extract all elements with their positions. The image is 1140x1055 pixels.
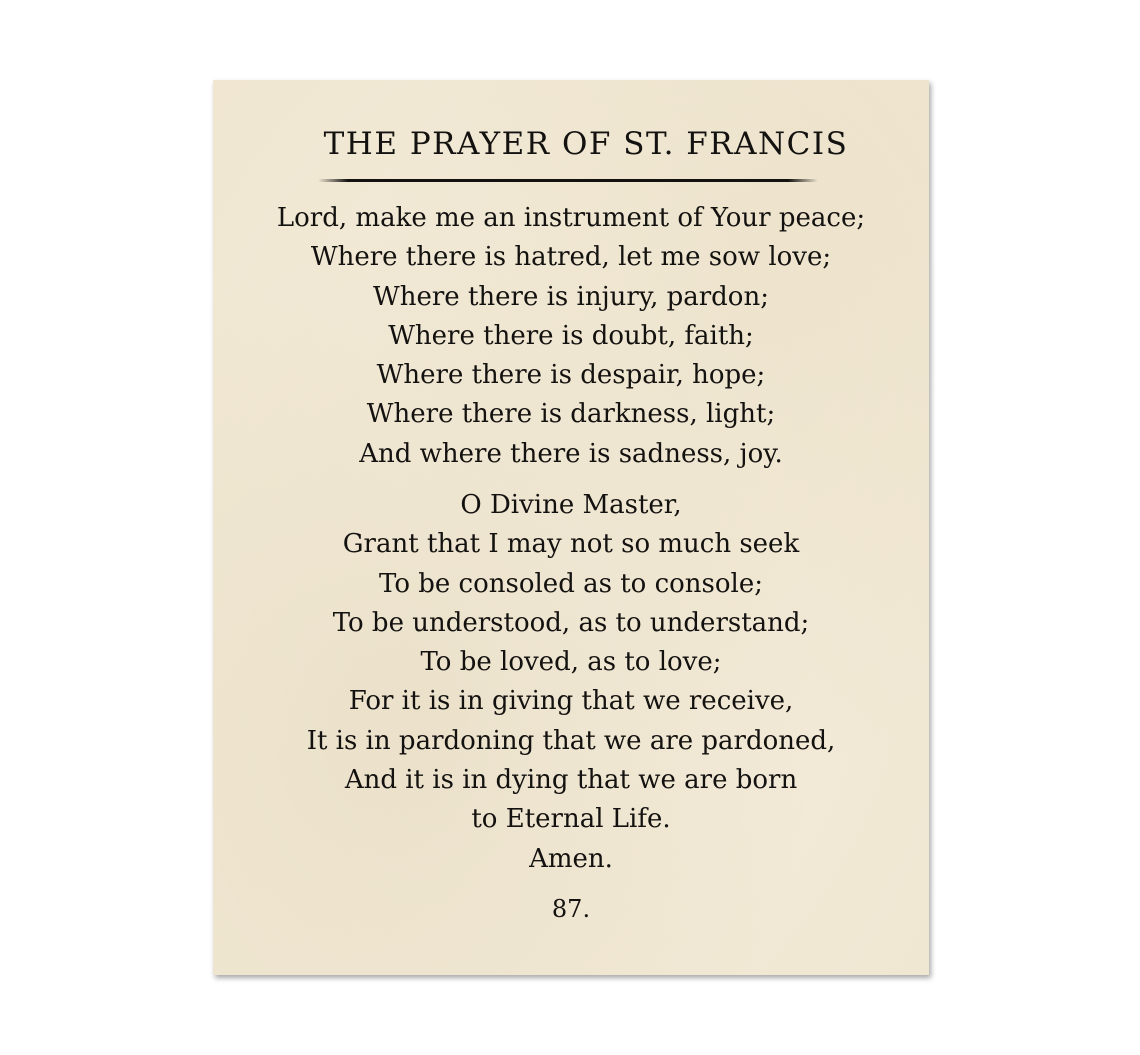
verse-line: For it is in giving that we receive, [348,686,794,717]
verse-line: Lord, make me an instrument of Your peace; [276,203,866,233]
title-divider [318,179,818,182]
verse-line: And where there is sadness, joy. [359,438,783,469]
stanza-1 [213,199,929,474]
verse-line: Where there is darkness, light; [366,399,776,430]
verse-line: Where there is injury, pardon; [373,281,769,312]
verse-line: Grant that I may not so much seek [342,529,800,560]
verse-line: to Eternal Life. [471,804,671,835]
verse-line: Amen. [529,843,613,874]
verse-line: And it is in dying that we are born [344,765,798,796]
verse-line: To be consoled as to console; [379,568,763,599]
stanza-2 [213,486,929,879]
prayer-page [213,80,929,975]
page-title: THE PRAYER OF ST. FRANCIS [323,126,849,162]
verse-line: O Divine Master, [460,490,682,520]
verse-line: It is in pardoning that we are pardoned, [306,725,836,756]
verse-line: Where there is hatred, let me sow love; [310,242,832,273]
verse-line: Where there is despair, hope; [376,360,766,391]
verse-line: To be understood, as to understand; [332,607,810,638]
verse-line: Where there is doubt, faith; [388,320,754,351]
verse-line: To be loved, as to love; [420,647,722,678]
page-number: 87. [551,895,591,923]
